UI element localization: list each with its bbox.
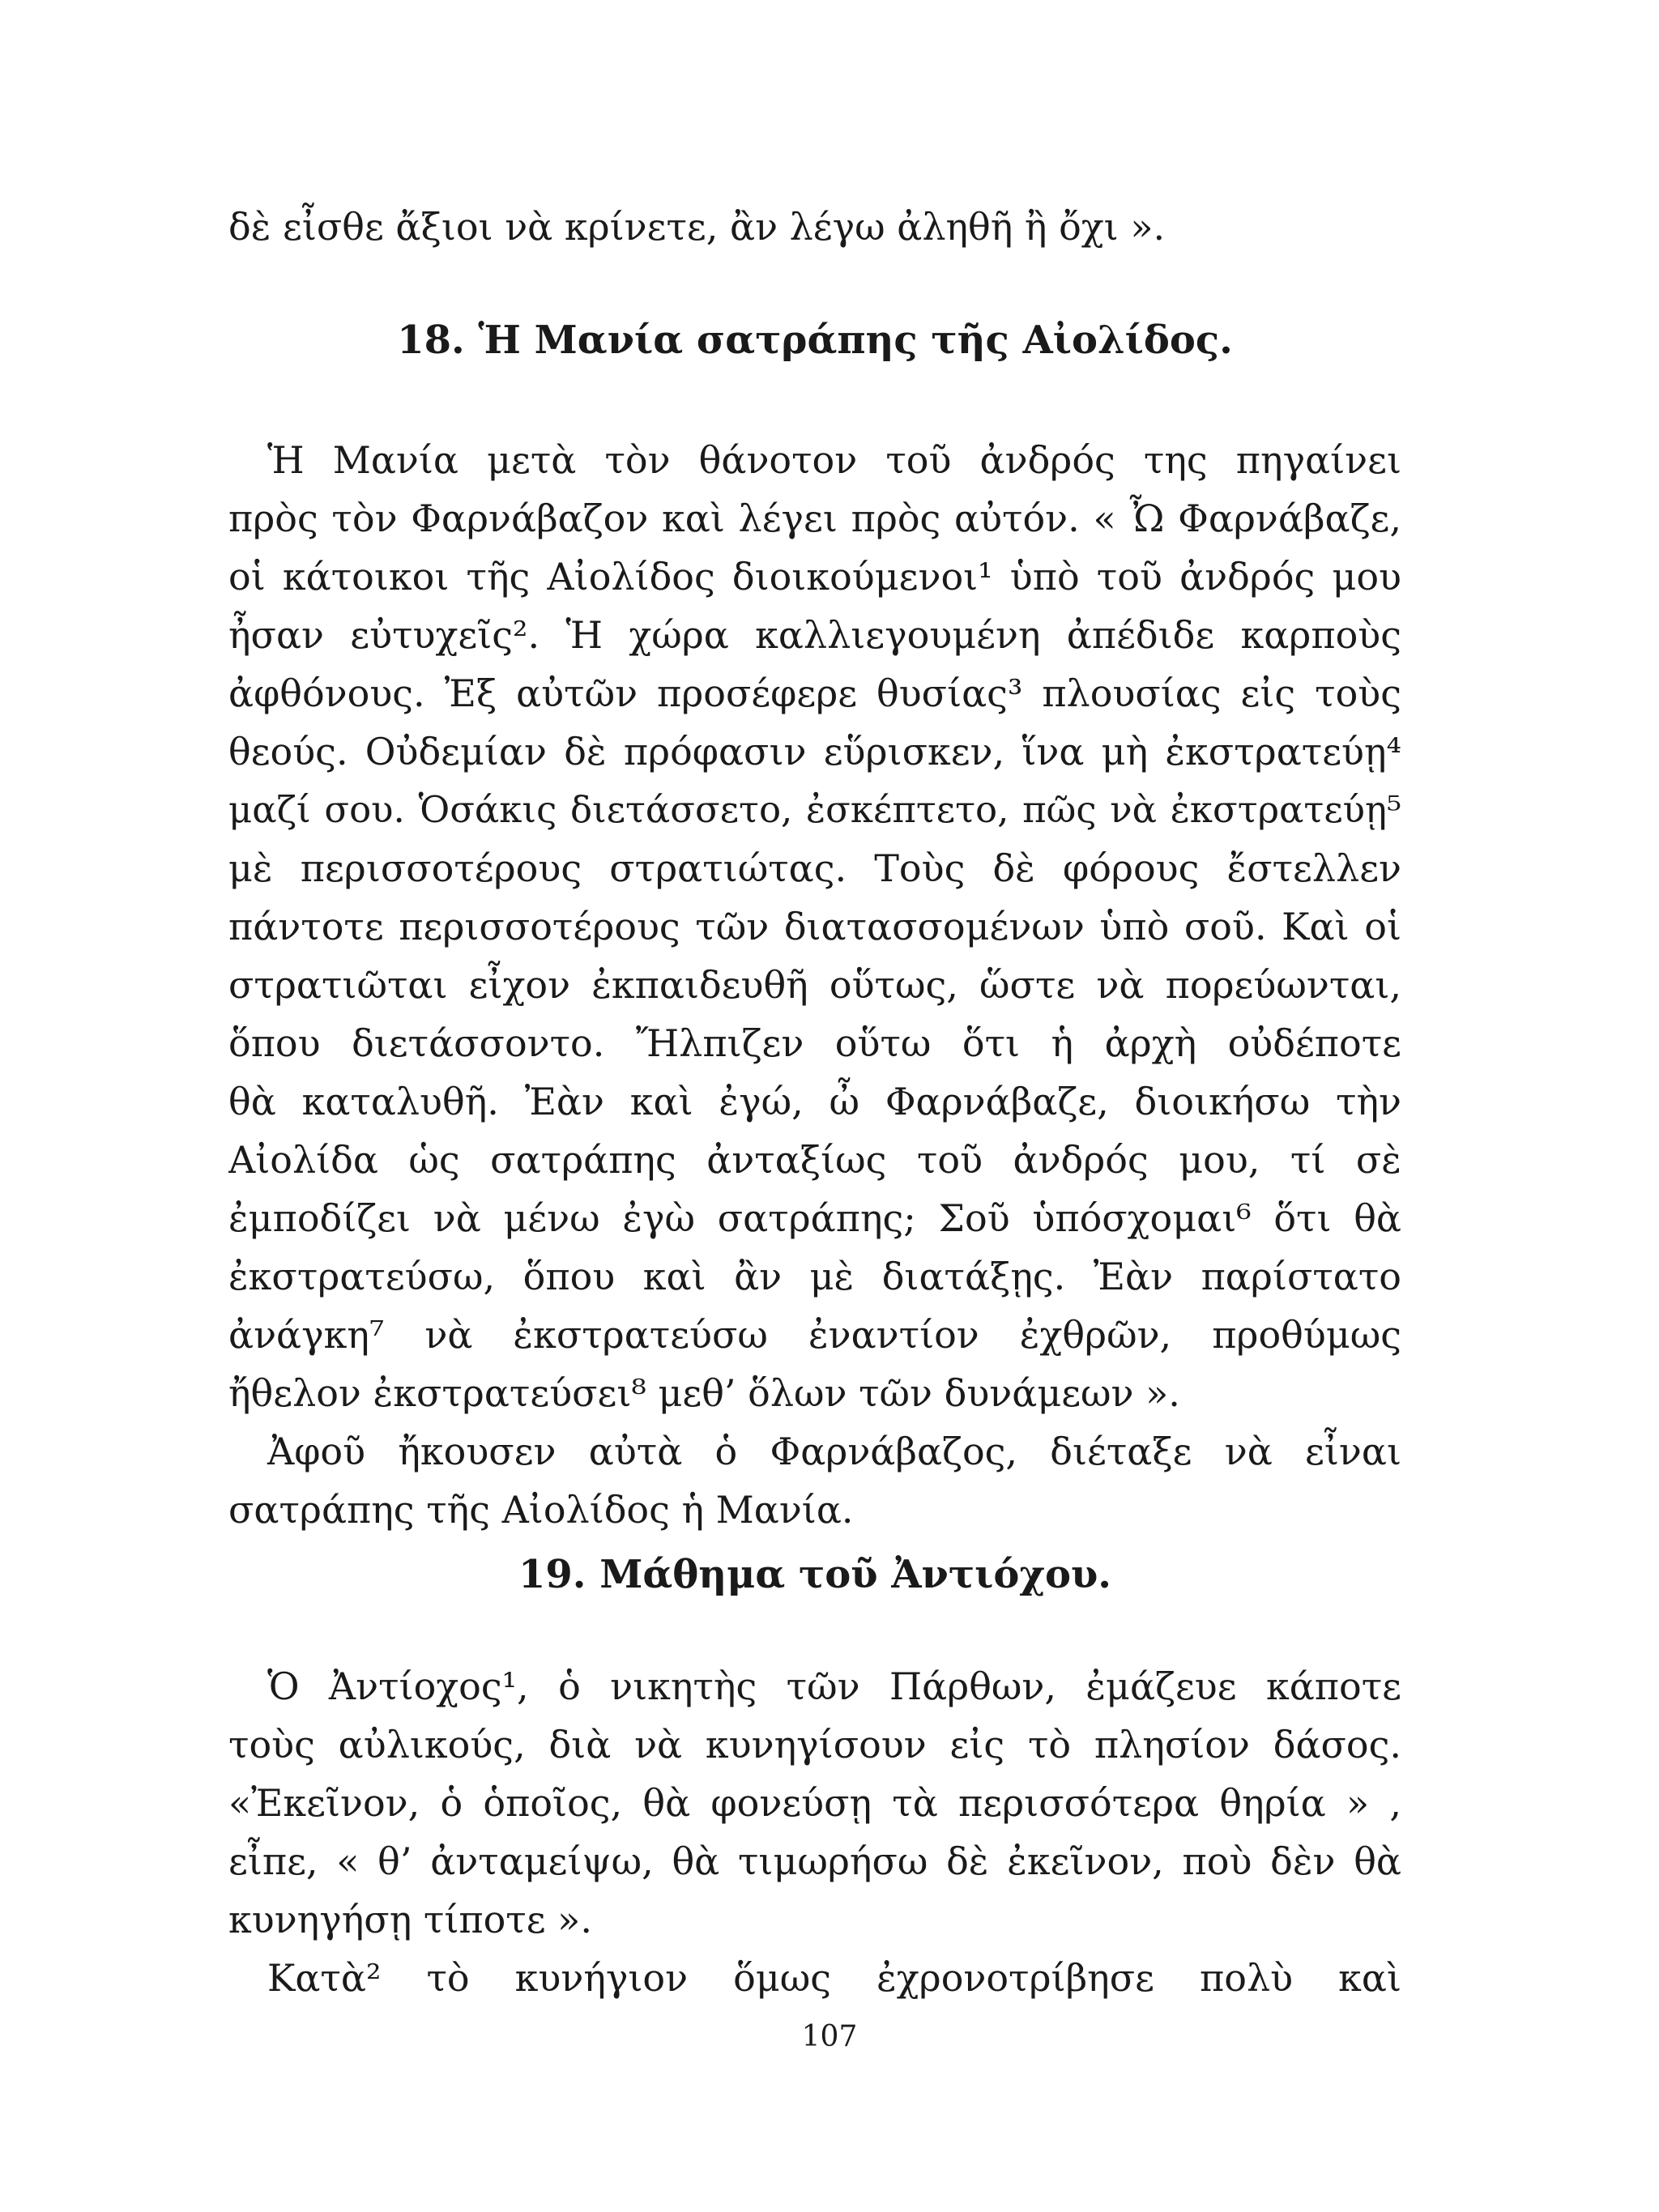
text-line: πρὸς τὸν Φαρνάβαζον καὶ λέγει πρὸς αὐτόν. « Ὦ Φαρνάβαζε, [228,497,1401,540]
text-line: Ἀφοῦ ἤκουσεν αὐτὰ ὁ Φαρνάβαζος, διέταξε νὰ εἶναι [267,1430,1401,1473]
page-number: 107 [801,2020,858,2053]
text-line: ὅπου διετάσσοντο. Ἤλπιζεν οὕτω ὅτι ἡ ἀρχὴ οὐδέποτε [228,1021,1401,1065]
text-line: «Ἐκεῖνον, ὁ ὁποῖος, θὰ φονεύσῃ τὰ περισσότερα θηρία » , [228,1781,1401,1825]
text-line: ἐκστρατεύσω, ὅπου καὶ ἂν μὲ διατάξῃς. Ἐὰν παρίστατο [228,1255,1401,1298]
text-line: οἱ κάτοικοι τῆς Αἰολίδος διοικούμενοι¹ ὑπὸ τοῦ ἀνδρός μου [228,555,1401,599]
section-heading-18: 18. Ἡ Μανία σατράπης τῆς Αἰολίδος. [397,318,1233,363]
text-line: εἶπε, « θ’ ἀνταμείψω, θὰ τιμωρήσω δὲ ἐκεῖνον, ποὺ δὲν θὰ [228,1839,1401,1883]
section-heading-19: 19. Μάθημα τοῦ Ἀντιόχου. [518,1552,1111,1597]
text-line: ἤθελον ἐκστρατεύσει⁸ μεθ’ ὅλων τῶν δυνάμεων ». [228,1371,1180,1415]
text-line: μαζί σου. Ὁσάκις διετάσσετο, ἐσκέπτετο, πῶς νὰ ἐκστρατεύῃ⁵ [228,788,1401,831]
text-line: κυνηγήσῃ τίποτε ». [228,1898,592,1941]
text-line: ἀνάγκη⁷ νὰ ἐκστρατεύσω ἐναντίον ἐχθρῶν, προθύμως [228,1313,1401,1357]
text-line: Κατὰ² τὸ κυνήγιον ὅμως ἐχρονοτρίβησε πολὺ καὶ [267,1956,1401,2000]
text-line: στρατιῶται εἶχον ἐκπαιδευθῆ οὕτως, ὥστε νὰ πορεύωνται, [228,963,1401,1007]
text-line: πάντοτε περισσοτέρους τῶν διατασσομένων ὑπὸ σοῦ. Καὶ οἱ [228,905,1401,948]
text-line: ἐμποδίζει νὰ μένω ἐγὼ σατράπης; Σοῦ ὑπόσχομαι⁶ ὅτι θὰ [228,1196,1401,1240]
text-line: τοὺς αὐλικούς, διὰ νὰ κυνηγίσουν εἰς τὸ πλησίον δάσος. [228,1723,1401,1767]
text-line: θεούς. Οὐδεμίαν δὲ πρόφασιν εὕρισκεν, ἵνα μὴ ἐκστρατεύῃ⁴ [228,730,1401,774]
text-line: ἀφθόνους. Ἐξ αὐτῶν προσέφερε θυσίας³ πλουσίας εἰς τοὺς [228,671,1401,715]
text-line: Ἡ Μανία μετὰ τὸν θάνοτον τοῦ ἀνδρός της πηγαίνει [267,438,1401,482]
text-line: ἦσαν εὐτυχεῖς². Ἡ χώρα καλλιεγουμένη ἀπέδιδε καρποὺς [228,613,1401,657]
text-line: Αἰολίδα ὡς σατράπης ἀνταξίως τοῦ ἀνδρός μου, τί σὲ [228,1138,1401,1182]
text-line: σατράπης τῆς Αἰολίδος ἡ Μανία. [228,1488,854,1532]
text-line: δὲ εἶσθε ἄξιοι νὰ κρίνετε, ἂν λέγω ἀληθῆ ἢ ὄχι ». [228,205,1166,249]
text-line: μὲ περισσοτέρους στρατιώτας. Τοὺς δὲ φόρους ἔστελλεν [228,846,1401,890]
text-line: Ὁ Ἀντίοχος¹, ὁ νικητὴς τῶν Πάρθων, ἐμάζευε κάποτε [267,1664,1401,1708]
text-line: θὰ καταλυθῆ. Ἐὰν καὶ ἐγώ, ὦ Φαρνάβαζε, διοικήσω τὴν [228,1080,1401,1123]
